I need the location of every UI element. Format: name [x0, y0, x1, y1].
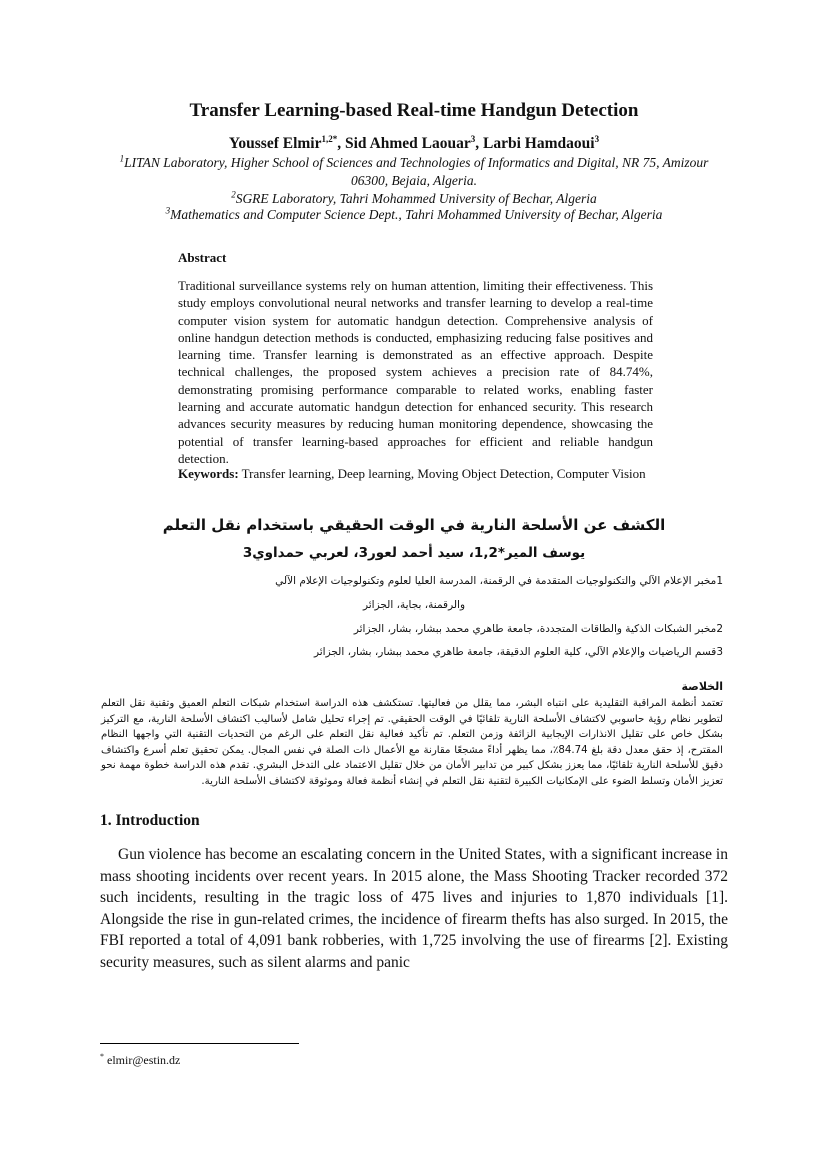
keywords: [178, 465, 653, 482]
footnote-mark: *: [100, 1052, 104, 1061]
affiliation-mark: 3: [165, 205, 171, 216]
author-separator: ,: [475, 135, 484, 152]
footnote-email: elmir@estin.dz: [104, 1053, 181, 1067]
author-name: Youssef Elmir: [228, 135, 322, 152]
arabic-abstract-heading: الخلاصة: [681, 680, 723, 693]
affiliation-mark: 2: [231, 189, 236, 200]
affiliation-text: LITAN Laboratory, Higher School of Sciences and Technologies of Informatics and Digital, NR 75, Amizour: [124, 155, 709, 170]
arabic-affiliation-2: 2مخبر الشبكات الذكية والطاقات المتجددة، جامعة طاهري محمد ببشار، بشار، الجزائر: [353, 623, 723, 635]
author-affiliation-mark: 1,2*: [321, 133, 338, 144]
affiliation-3: [60, 206, 768, 224]
keywords-text: Transfer learning, Deep learning, Moving Object Detection, Computer Vision: [238, 466, 646, 481]
introduction-paragraph: Gun violence has become an escalating concern in the United States, with a significant increase in mass shooting incidents over recent years. In 2015 alone, the Mass Shooting Tracker recorded 372 such incidents, resulting in the tragic loss of 475 lives and injuries to 1,870 individuals [1]. Alongside the rise in gun-related crimes, the incidence of firearm thefts has also surged. In 2015, the FBI reported a total of 4,091 bank robberies, with 1,725 involving the use of firearms [2]. Existing security measures, such as silent alarms and panic: [100, 846, 728, 971]
abstract-heading: Abstract: [178, 250, 227, 265]
author-affiliation-mark: 3: [470, 133, 476, 144]
section-heading: 1. Introduction: [100, 812, 200, 829]
author-affiliation-mark: 3: [594, 133, 600, 144]
author-list: [0, 135, 828, 153]
arabic-affiliation-1: 1مخبر الإعلام الآلي والتكنولوجيات المتقدمة في الرقمنة، المدرسة العليا لعلوم وتكنولوجيات الإعلام الآلي: [275, 575, 723, 587]
affiliation-1: [60, 154, 768, 190]
author-name: Sid Ahmed Laouar: [345, 135, 471, 152]
author-name: Larbi Hamdaoui: [483, 135, 595, 152]
author-separator: ,: [337, 135, 345, 152]
keywords-label: Keywords:: [178, 466, 239, 481]
affiliation-text: SGRE Laboratory, Tahri Mohammed University of Bechar, Algeria: [235, 191, 597, 206]
affiliation-mark: 1: [119, 153, 125, 164]
affiliation-text: Mathematics and Computer Science Dept., Tahri Mohammed University of Bechar, Algeria: [170, 207, 663, 222]
abstract-body: Traditional surveillance systems rely on human attention, limiting their effectiveness. This study employs convolutional neural networks and transfer learning to develop a real-time computer vision system for automatic handgun detection. Comprehensive analysis of online handgun detection methods is conducted, emphasizing reducing false positives and learning time. Transfer learning is demonstrated as an effective approach. Despite technical challenges, the proposed system achieves a precision rate of 84.74%, demonstrating promising performance comparable to related works, enabling faster learning and accurate automatic handgun detection for enhanced security. This research advances security measures by reducing human monitoring dependence, showcasing the potential of transfer learning-based approaches for efficient and reliable handgun detection.: [178, 278, 653, 466]
affiliation-text: 06300, Bejaia, Algeria.: [350, 173, 478, 188]
arabic-affiliation-1-cont: والرقمنة، بجاية، الجزائر: [362, 599, 466, 611]
arabic-abstract-body: تعتمد أنظمة المراقبة التقليدية على انتباه البشر، مما يقلل من فعاليتها. تستكشف هذه الدراسة استخدام شبكات التعلم العميق وتقنية نقل التعلم لتطوير نظام رؤية حاسوبي لاكتشاف الأسلحة النارية تلقائيًا في الوقت الحقيقي. تم إجراء تحليل شامل لأساليب اكتشاف الأسلحة النارية، مع التركيز بشكل خاص على تقليل الانذارات الإيجابية الزائفة وزمن التعلم. تم تأكيد فعالية نقل التعلم على الرغم من التحديات التقنية التي واجهها النظام المقترح، إذ حقق معدل دقة بلغ 84.74٪، مما يظهر أداءً مشجعًا مقارنة مع الأعمال ذات الصلة في نفس المجال. يمكن تحقيق تعلم أسرع واكتشاف دقيق للأسلحة النارية تلقائيًا، مما يعزز بشكل كبير من تدابير الأمان من خلال تقليل الاعتماد على التدخل البشري. تقدم هذه الدراسة خطوة مهمة نحو تعزيز الأمان وتسلط الضوء على الإمكانيات الكبيرة لتقنية نقل التعلم في إنشاء أنظمة فعالة وموثوقة لاكتشاف الأسلحة النارية.: [101, 698, 723, 787]
arabic-authors: يوسف المير*1,2، سيد أحمد لعور3، لعربي حمداوي3: [242, 545, 586, 561]
footnote: [100, 1053, 180, 1068]
footnote-divider: [100, 1043, 299, 1044]
paper-title: Transfer Learning-based Real-time Handgun Detection: [189, 100, 639, 121]
arabic-affiliation-3: 3قسم الرياضيات والإعلام الآلي، كلية العلوم الدقيقة، جامعة طاهري محمد ببشار، بشار، الجزائر: [313, 646, 723, 658]
arabic-title: الكشف عن الأسلحة النارية في الوقت الحقيقي باستخدام نقل التعلم: [162, 516, 666, 534]
